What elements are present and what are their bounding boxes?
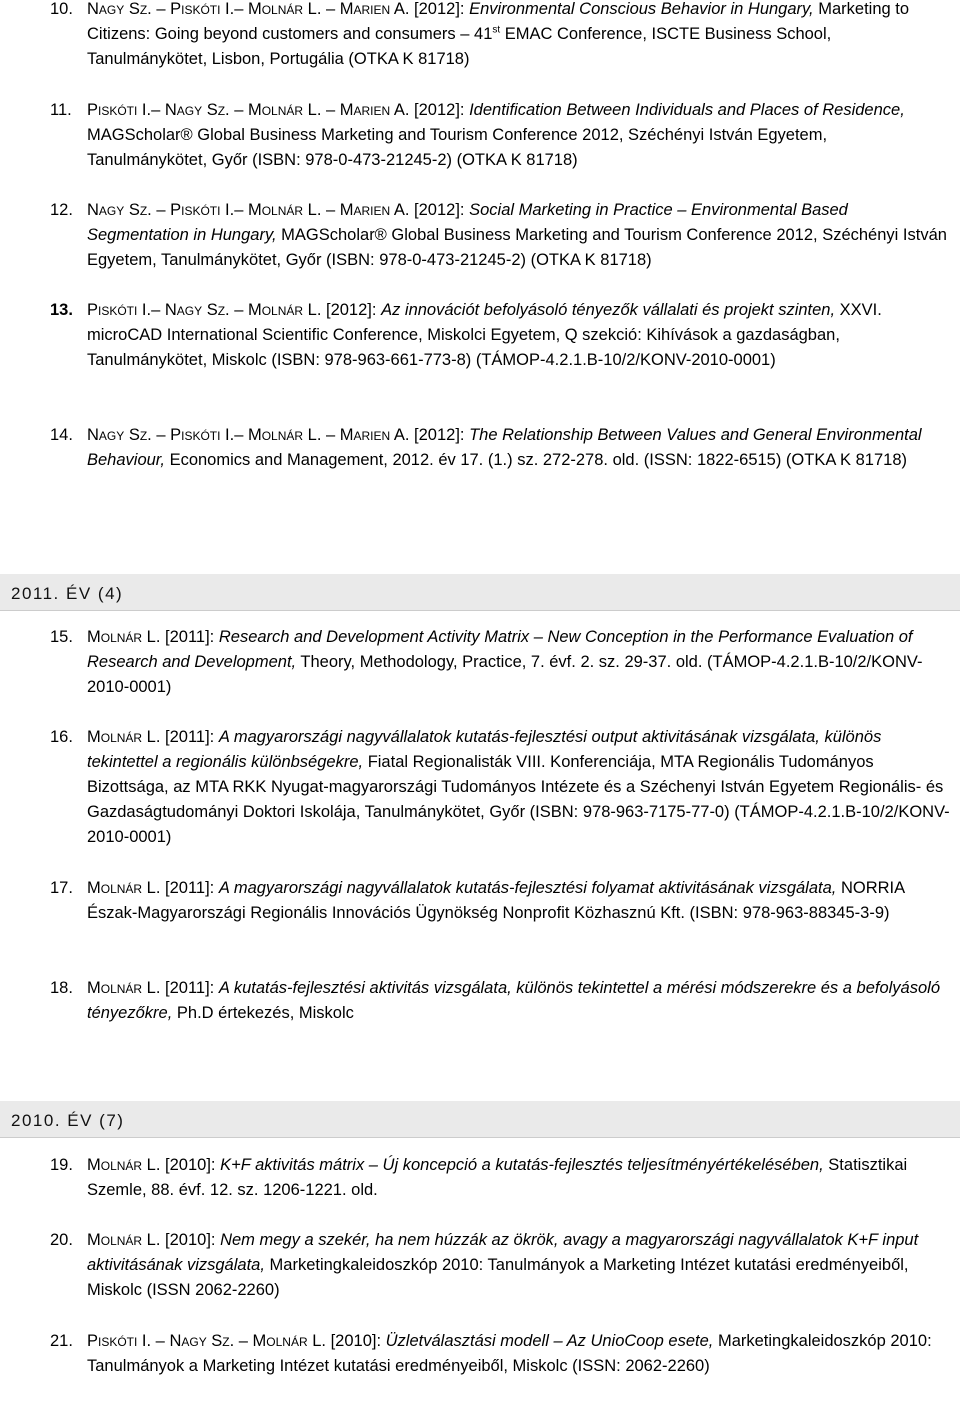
reference-item (50, 725, 950, 850)
reference-number: 18. (50, 979, 73, 997)
reference-year: [2010]: (165, 1156, 216, 1174)
reference-authors: Piskóti I.– Nagy Sz. – Molnár L. – Marien A. (87, 101, 410, 119)
reference-year: [2011]: (165, 979, 215, 997)
reference-item (50, 0, 950, 72)
reference-title: Identification Between Individuals and Places of Residence, (469, 101, 905, 119)
reference-authors: Molnár L. (87, 1156, 161, 1174)
reference-text (87, 976, 950, 1026)
reference-number: 12. (50, 201, 73, 219)
reference-title: Üzletválasztási modell – Az UnioCoop esete, (385, 1332, 714, 1350)
reference-text (87, 1329, 950, 1379)
reference-number: 13. (50, 301, 73, 319)
reference-year: [2012]: (414, 201, 465, 219)
reference-authors: Piskóti I.– Nagy Sz. – Molnár L. (87, 301, 322, 319)
reference-text (87, 1228, 950, 1303)
section-heading-2010 (0, 1101, 960, 1138)
reference-details: Theory, Methodology, Practice, 7. évf. 2. sz. 29-37. old. (TÁMOP-4.2.1.B-10/2/KONV-2010-0001) (87, 653, 923, 696)
reference-item (50, 1153, 950, 1203)
reference-item (50, 625, 950, 700)
reference-number: 14. (50, 426, 73, 444)
reference-text (87, 98, 950, 173)
reference-year: [2010]: (165, 1231, 216, 1249)
reference-item (50, 1329, 950, 1379)
reference-item (50, 1228, 950, 1303)
reference-number: 21. (50, 1332, 73, 1350)
reference-year: [2012]: (414, 426, 465, 444)
reference-details: Statisztikai Szemle, 88. évf. 12. sz. 1206-1221. old. (87, 1156, 908, 1199)
reference-year: [2011]: (165, 628, 215, 646)
reference-number: 20. (50, 1231, 73, 1249)
reference-details: Ph.D értekezés, Miskolc (176, 1004, 354, 1022)
reference-title: Research and Development Activity Matrix – New Conception in the Performance Evaluation of Research and Development, (87, 628, 913, 671)
reference-authors: Piskóti I. – Nagy Sz. – Molnár L. (87, 1332, 326, 1350)
reference-year: [2011]: (165, 728, 215, 746)
reference-title: Environmental Conscious Behavior in Hungary, (469, 0, 814, 18)
reference-item (50, 298, 950, 373)
reference-details: XXVI. microCAD International Scientific Conference, Miskolci Egyetem, Q szekció: Kihívások a gazdaságban, Tanulmánykötet, Miskolc (ISBN: 978-963-661-773-8) (TÁMOP-4.2.1.B-10/2/KONV-2010-0001) (87, 301, 882, 369)
reference-item (50, 423, 950, 473)
reference-authors: Molnár L. (87, 628, 161, 646)
reference-text (87, 0, 950, 72)
reference-details-cont: EMAC Conference, ISCTE Business School, Tanulmánykötet, Lisbon, Portugália (OTKA K 81718) (87, 25, 832, 68)
reference-superscript: st (492, 24, 501, 36)
reference-number: 17. (50, 879, 73, 897)
reference-text (87, 876, 950, 926)
reference-details: Marketingkaleidoszkóp 2010: Tanulmányok a Marketing Intézet kutatási eredményeiből, Miskolc (ISSN 2062-2260) (87, 1256, 909, 1299)
reference-text (87, 423, 950, 473)
reference-title: A magyarországi nagyvállalatok kutatás-fejlesztési output aktivitásának vizsgálata, különös tekintettel a regionális különbségekre, (87, 728, 882, 771)
reference-details: Marketing to Citizens: Going beyond customers and consumers – 41 (87, 0, 910, 43)
reference-number: 11. (50, 101, 72, 119)
reference-text (87, 298, 950, 373)
reference-authors: Nagy Sz. – Piskóti I.– Molnár L. – Marien A. (87, 0, 410, 18)
reference-title: The Relationship Between Values and General Environmental Behaviour, (87, 426, 922, 469)
reference-authors: Molnár L. (87, 879, 161, 897)
section-heading-text: 2010. ÉV (7) (11, 1111, 125, 1130)
reference-item (50, 876, 950, 926)
reference-number: 15. (50, 628, 73, 646)
reference-authors: Molnár L. (87, 1231, 161, 1249)
reference-text (87, 1153, 950, 1203)
reference-text (87, 198, 950, 273)
reference-authors: Molnár L. (87, 979, 161, 997)
reference-title: Social Marketing in Practice – Environmental Based Segmentation in Hungary, (87, 201, 848, 244)
reference-authors: Molnár L. (87, 728, 161, 746)
section-heading-text: 2011. ÉV (4) (11, 584, 124, 603)
reference-title: Nem megy a szekér, ha nem húzzák az ökrök, avagy a magyarországi nagyvállalatok K+F input aktivitásának vizsgálata, (87, 1231, 919, 1274)
reference-details: NORRIA Észak-Magyarországi Regionális Innovációs Ügynökség Nonprofit Közhasznú Kft. (ISBN: 978-963-88345-3-9) (87, 879, 905, 922)
reference-authors: Nagy Sz. – Piskóti I.– Molnár L. – Marien A. (87, 426, 410, 444)
reference-authors: Nagy Sz. – Piskóti I.– Molnár L. – Marien A. (87, 201, 410, 219)
reference-text (87, 725, 950, 850)
reference-details: Fiatal Regionalisták VIII. Konferenciája, MTA Regionális Tudományos Bizottsága, az MTA RKK Nyugat-magyarországi Tudományos Intézete és a Széchenyi István Egyetem Regionális- és Gazdaságtudományi Doktori Iskolája, Tanulmánykötet, Győr (ISBN: 978-963-7175-77-0) (TÁMOP-4.2.1.B-10/2/KONV-2010-0001) (87, 753, 950, 846)
reference-title: A magyarországi nagyvállalatok kutatás-fejlesztési folyamat aktivitásának vizsgálata, (218, 879, 837, 897)
reference-title: Az innovációt befolyásoló tényezők vállalati és projekt szinten, (381, 301, 836, 319)
reference-details: Marketingkaleidoszkóp 2010: Tanulmányok a Marketing Intézet kutatási eredményeiből, Miskolc (ISSN: 2062-2260) (87, 1332, 932, 1375)
reference-title: K+F aktivitás mátrix – Új koncepció a kutatás-fejlesztés teljesítményértékelésében, (220, 1156, 824, 1174)
reference-item (50, 98, 950, 173)
reference-number: 19. (50, 1156, 73, 1174)
reference-item (50, 198, 950, 273)
reference-year: [2012]: (326, 301, 377, 319)
reference-details: MAGScholar® Global Business Marketing and Tourism Conference 2012, Széchényi István Egyetem, Tanulmánykötet, Győr (ISBN: 978-0-473-21245-2) (OTKA K 81718) (87, 226, 947, 269)
reference-details: MAGScholar® Global Business Marketing and Tourism Conference 2012, Széchényi István Egyetem, Tanulmánykötet, Győr (ISBN: 978-0-473-21245-2) (OTKA K 81718) (87, 126, 828, 169)
reference-number: 16. (50, 728, 73, 746)
reference-year: [2010]: (330, 1332, 382, 1350)
section-heading-2011 (0, 574, 960, 611)
reference-item (50, 976, 950, 1026)
reference-year: [2012]: (414, 0, 465, 18)
reference-number: 10. (50, 0, 73, 18)
reference-title: A kutatás-fejlesztési aktivitás vizsgálata, különös tekintettel a mérési módszerekre és a befolyásoló tényezőkre, (87, 979, 941, 1022)
reference-year: [2011]: (165, 879, 215, 897)
reference-text (87, 625, 950, 700)
reference-year: [2012]: (414, 101, 465, 119)
reference-details: Economics and Management, 2012. év 17. (1.) sz. 272-278. old. (ISSN: 1822-6515) (OTKA K 81718) (169, 451, 907, 469)
